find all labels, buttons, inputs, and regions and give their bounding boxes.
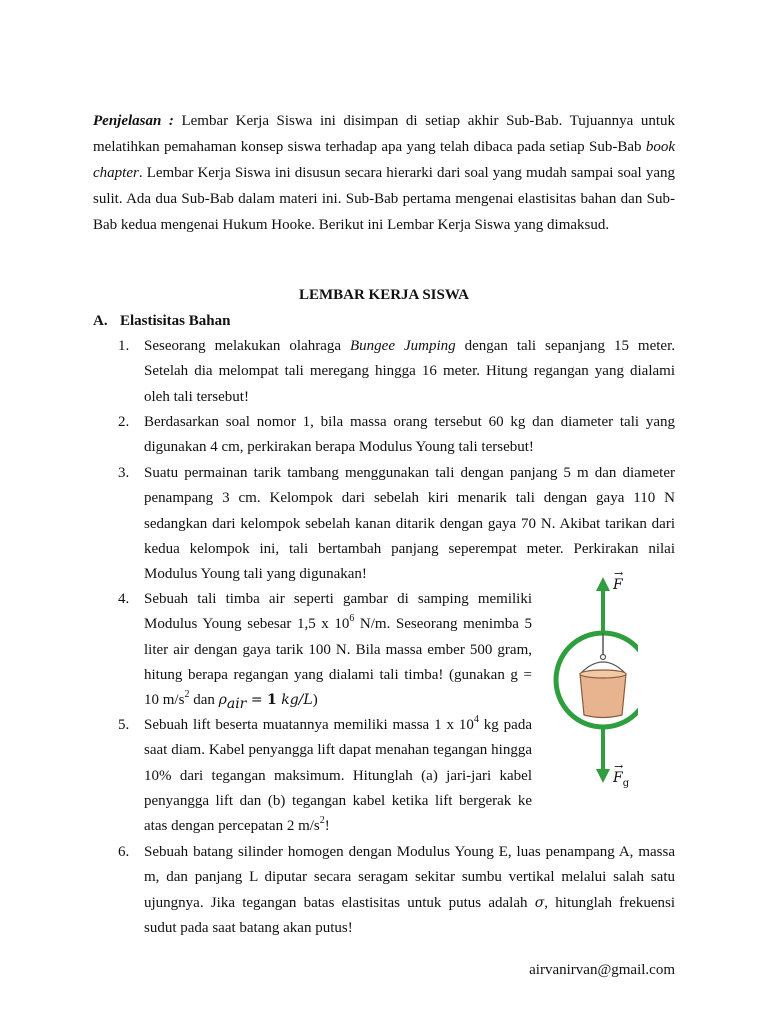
intro-text-1: Lembar Kerja Siswa ini disimpan di setiap akhir Sub-Bab. Tujuannya untuk melatihkan pemahaman konsep siswa terhadap apa yang telah dibaca pada setiap Sub-Bab [93,113,675,155]
question-text: Berdasarkan soal nomor 1, bila massa orang tersebut 60 kg dan diameter tali yang digunakan 4 cm, perkirakan berapa Modulus Young tali tersebut! [144,414,675,456]
q4-exponent: 6 [349,613,355,625]
question-number: 5. [118,717,130,733]
equals-sign: = [246,692,268,709]
question-number: 6. [118,844,130,860]
force-gravity-label [613,760,630,789]
vector-arrow-icon: → [614,760,624,773]
question-number: 2. [118,414,130,430]
question-text [144,713,532,839]
q5-text-a: Sebuah lift beserta muatannya memiliki massa 1 x 10 [144,717,474,733]
q1-text-c: dengan tali sepanjang 15 meter. Setelah dia melompat tali meregang hingga 16 meter. Hitung regangan yang dialami oleh tali tersebut! [144,338,675,405]
q1-text-italic: Bungee Jumping [350,338,456,354]
rho-symbol: ρ [218,692,227,709]
force-up-arrowhead [596,577,610,591]
vector-arrow-icon: → [614,567,624,580]
section-heading [93,313,230,330]
q5-text-b: kg pada saat diam. Kabel penyangga lift dapat menahan tegangan hingga 10% dari tegangan maksimum. Hitunglah (a) jari-jari kabel penyangga lift dan (b) tegangan kabel ketika lift bergerak ke atas dengan percepatan 2 m/s [144,717,532,835]
question-text [144,334,675,410]
bucket-force-figure [548,567,638,795]
worksheet-title: LEMBAR KERJA SISWA [298,287,470,303]
intro-book-chapter: book chapter [93,139,675,181]
q4-text-b: N/m. Seseorang menimba 5 liter air dengan gaya tarik 100 N. Bila massa ember 500 gram, hitung berapa regangan yang dialami tali timba! (gunakan g = 10 m/s [144,616,532,709]
question-3 [118,461,675,587]
section-letter: A. [93,313,108,329]
q4-text-c: dan [189,692,219,709]
force-down-symbol: F [613,770,623,786]
q4-text-a: Sebuah tali timba air seperti gambar di samping memiliki Modulus Young sebesar 1,5 x 10 [144,591,532,633]
question-4 [118,587,532,713]
bucket-force-diagram [548,575,638,795]
question-5 [118,713,532,839]
force-down-subscript: g [622,777,630,789]
question-number: 3. [118,465,130,481]
q5-text-c: ! [324,818,330,835]
force-down-arrowhead [596,769,610,783]
intro-text-2: . Lembar Kerja Siswa ini disusun secara hierarki dari soal yang mudah sampai soal yang sulit. Ada dua Sub-Bab dalam materi ini. Sub-Bab pertama mengenai elastisitas bahan dan Sub-Bab kedua mengenai Hukum Hooke. Berikut ini Lembar Kerja Siswa yang dimaksud. [93,165,675,233]
bucket-body [580,674,626,718]
question-1 [118,334,675,410]
question-6 [118,840,675,941]
question-text: Suatu permainan tarik tambang menggunakan tali dengan panjang 5 m dan diameter penampang 3 cm. Kelompok dari sebelah kiri menarik tali dengan gaya 110 N sedangkan dari kelompok sebelah kanan ditarik dengan gaya 70 N. Akibat tarikan dari kedua kelompok ini, tali bertambah panjang seperempat meter. Perkirakan nilai Modulus Young tali yang digunakan! [144,465,675,583]
intro-paragraph [93,108,675,238]
question-2 [118,410,675,461]
q5-exponent-2: 2 [319,815,325,827]
question-text [144,840,675,941]
question-number: 4. [118,591,130,607]
rho-unit: kg/L [276,692,313,709]
rho-value: 1 [267,692,277,709]
question-number: 1. [118,338,130,354]
q6-text-a: Sebuah batang silinder homogen dengan Modulus Young E, luas penampang A, massa m, dan panjang L diputar secara seragam sekitar sumbu vertikal melalui salah satu ujungnya. Jika tegangan batas elastisitas untuk putus adalah [144,844,675,911]
rho-subscript: air [226,696,247,713]
q4-exponent-2: 2 [184,689,190,701]
question-text [144,587,532,713]
q1-text-a: Seseorang melakukan olahraga [144,338,351,354]
force-up-label [613,567,624,593]
section-title: Elastisitas Bahan [120,313,231,329]
bucket-rim [580,670,626,678]
force-up-symbol: F [613,577,623,593]
q5-exponent: 4 [473,714,479,725]
author-email: airvanirvan@gmail.com [529,962,675,978]
sigma-symbol: σ [534,894,545,911]
q6-text-b: , hitunglah frekuensi sudut pada saat batang akan putus! [144,894,675,936]
intro-lead: Penjelasan : [93,113,174,129]
q4-text-d: ) [312,692,318,709]
